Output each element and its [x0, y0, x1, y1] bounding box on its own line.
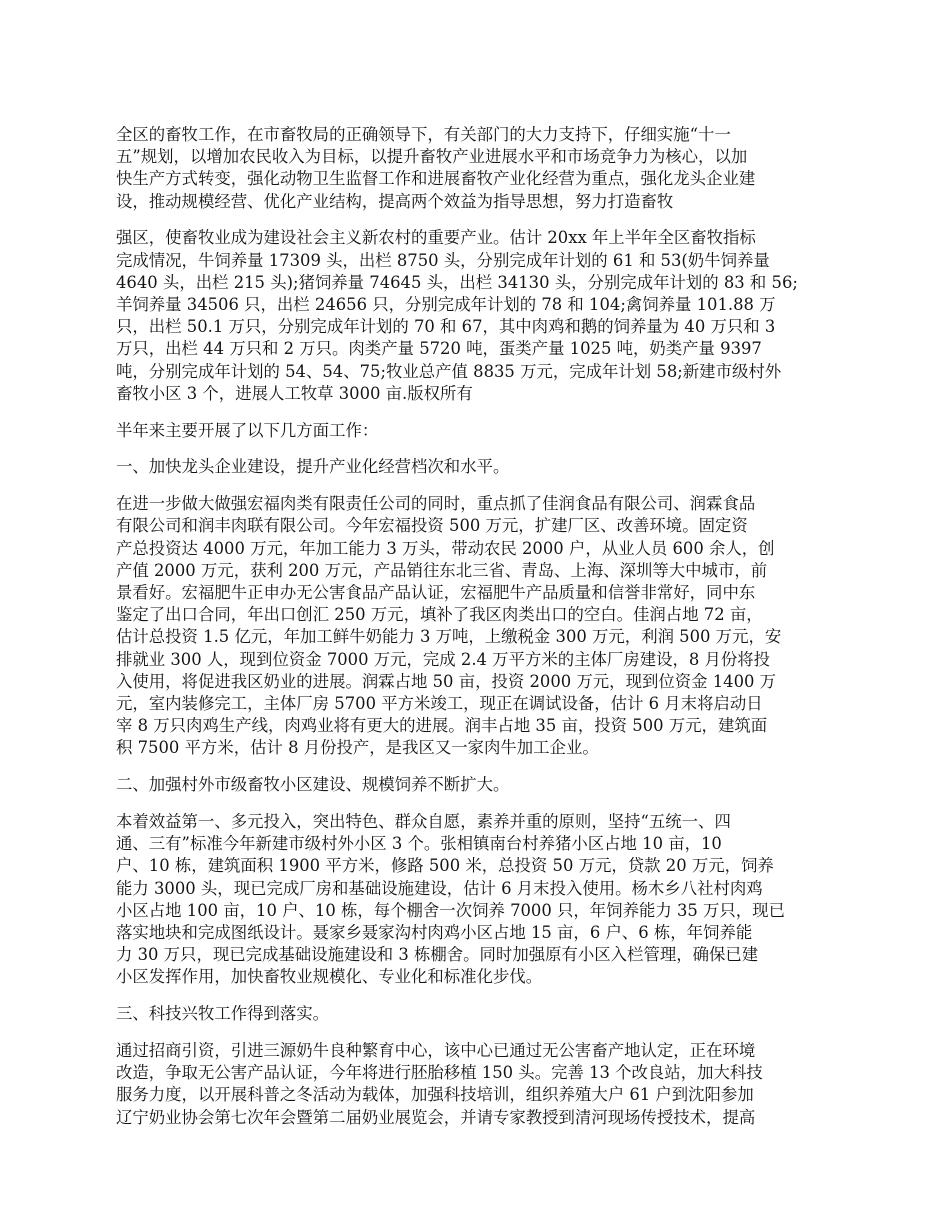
document-body	[116, 124, 842, 1143]
section-heading-2: 二、加强村外市级畜牧小区建设、规模饲养不断扩大。	[116, 775, 510, 795]
paragraph-science-tech: 通过招商引资，引进三源奶牛良种繁育中心，该中心已通过无公害畜产地认定，正在环境 改造，争取无公害产品认证，今年将进行胚胎移植 150 头。完善 13 个改良站，加大科技 服务力度，以开展科普之冬活动为载体，加强科技培训，组织养殖大户 61 户到沈阳参加 辽宁奶业协会第七次年会暨第二届奶业展览会，并请专家教授到清河现场传授技术，提高	[116, 1041, 763, 1127]
section-heading-3: 三、科技兴牧工作得到落实。	[116, 1004, 330, 1024]
paragraph-intro: 全区的畜牧工作，在市畜牧局的正确领导下，有关部门的大力支持下，仔细实施“十一 五”规划，以增加农民收入为目标，以提升畜牧产业进展水平和市场竞争力为核心，以加 快生产方式转变，强化动物卫生监督工作和进展畜牧产业化经营为重点，强化龙头企业建 设，推动规模经营、优化产业结构，提高两个效益为指导思想，努力打造畜牧	[116, 125, 756, 211]
paragraph-work-summary: 半年来主要开展了以下几方面工作：	[116, 420, 379, 440]
section-heading-1: 一、加快龙头企业建设，提升产业化经营档次和水平。	[116, 457, 510, 477]
paragraph-livestock-districts: 本着效益第一、多元投入，突出特色、群众自愿，素养并重的原则，坚持“五统一、四 通、三有”标准今年新建市级村外小区 3 个。张相镇南台村养猪小区占地 10 亩，10 户、10 栋，建筑面积 1900 平方米，修路 500 米，总投资 50 万元，贷款 20 万元，饲养 能力 3000 头，现已完成厂房和基础设施建设，估计 6 月末投入使用。杨木乡八社村肉鸡 小区占地 100 亩，10 户、10 栋，每个棚舍一次饲养 7000 只，年饲养能力 35 万只，现已 落实地块和完成图纸设计。聂家乡聂家沟村肉鸡小区占地 15 亩，6 户、6 栋，年饲养能 力 30 万只，现已完成基础设施建设和 3 栋棚舍。同时加强原有小区入栏管理，确保已建 小区发挥作用，加快畜牧业规模化、专业化和标准化步伐。	[116, 812, 785, 987]
paragraph-leading-enterprises: 在进一步做大做强宏福肉类有限责任公司的同时，重点抓了佳润食品有限公司、润霖食品 有限公司和润丰肉联有限公司。今年宏福投资 500 万元，扩建厂区、改善环境。固定资 产总投资达 4000 万元，年加工能力 3 万头，带动农民 2000 户，从业人员 600 余人，创 产值 2000 万元，获利 200 万元，产品销往东北三省、青岛、上海、深圳等大中城市，前 景看好。宏福肥牛正申办无公害食品产品认证，宏福肥牛产品质量和信誉非常好，同中东 鉴定了出口合同，年出口创汇 250 万元，填补了我区肉类出口的空白。佳润占地 72 亩， 估计总投资 1.5 亿元，年加工鲜牛奶能力 3 万吨，上缴税金 300 万元，利润 500 万元，安 排就业 300 人，现到位资金 7000 万元，完成 2.4 万平方米的主体厂房建设，8 月份将投 入使用，将促进我区奶业的进展。润霖占地 50 亩，投资 2000 万元，现到位资金 1400 万 元，室内装修完工，主体厂房 5700 平方米竣工，现正在调试设备，估计 6 月末将启动日 宰 8 万只肉鸡生产线，肉鸡业将有更大的进展。润丰占地 35 亩，投资 500 万元，建筑面 积 7500 平方米，估计 8 月份投产，是我区又一家肉牛加工企业。	[116, 494, 782, 758]
paragraph-indicators: 强区，使畜牧业成为建设社会主义新农村的重要产业。估计 20xx 年上半年全区畜牧指标 完成情况，牛饲养量 17309 头，出栏 8750 头，分别完成年计划的 61 和 53(奶牛饲养量 4640 头，出栏 215 头);猪饲养量 74645 头，出栏 34130 头，分别完成年计划的 83 和 56; 羊饲养量 34506 只，出栏 24656 只，分别完成年计划的 78 和 104;禽饲养量 101.88 万 只，出栏 50.1 万只，分别完成年计划的 70 和 67，其中肉鸡和鹅的饲养量为 40 万只和 3 万只，出栏 44 万只和 2 万只。肉类产量 5720 吨，蛋类产量 1025 吨，奶类产量 9397 吨，分别完成年计划的 54、54、75;牧业总产值 8835 万元，完成年计划 58;新建市级村外 畜牧小区 3 个，进展人工牧草 3000 亩.版权所有	[116, 228, 798, 403]
